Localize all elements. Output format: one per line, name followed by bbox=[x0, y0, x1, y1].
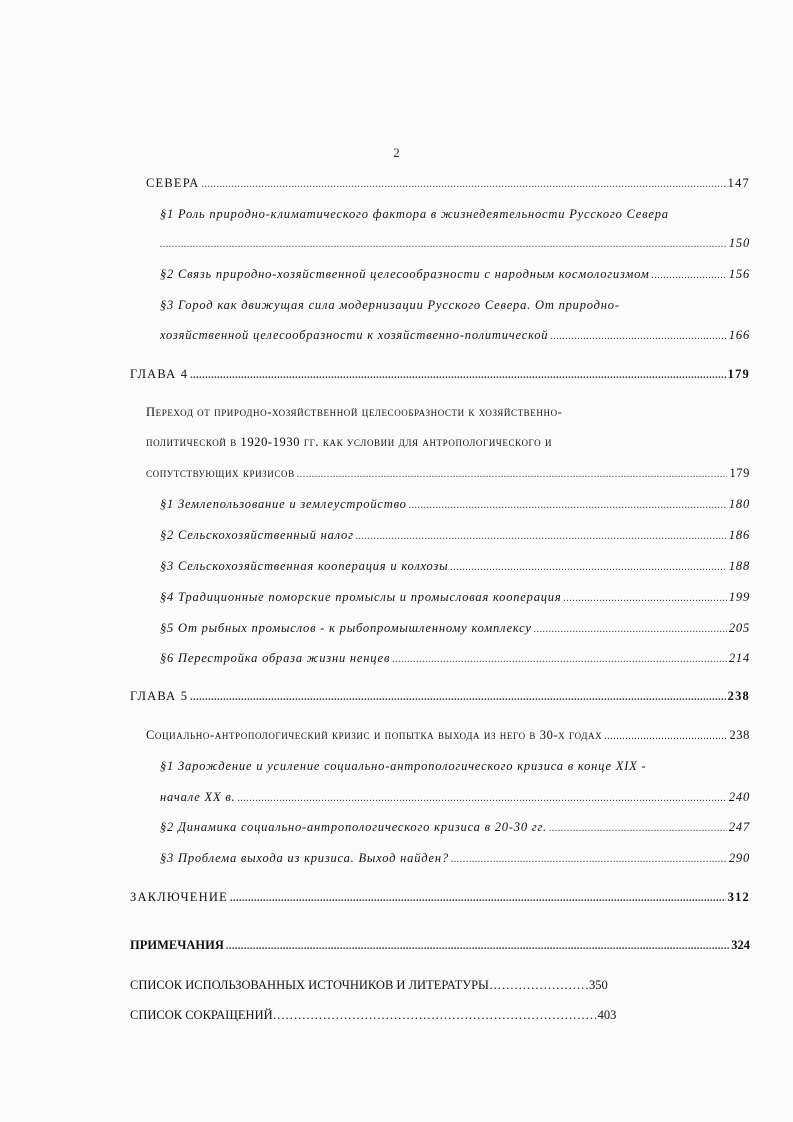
toc-abbreviations[interactable] bbox=[130, 1008, 616, 1023]
toc-page: 324 bbox=[731, 938, 750, 952]
toc-title: хозяйственной целесообразности к хозяйственно-политической bbox=[160, 328, 549, 342]
leader-dots bbox=[190, 370, 725, 381]
toc-ch4-heading-line3[interactable] bbox=[146, 466, 750, 481]
toc-page: 147 bbox=[727, 176, 750, 190]
toc-title: ПРИМЕЧАНИЯ bbox=[130, 938, 224, 952]
toc-page: 290 bbox=[728, 851, 750, 865]
leader-dots bbox=[604, 731, 727, 742]
toc-entry-ch5-s2[interactable] bbox=[160, 820, 750, 835]
toc-title: §2 Сельскохозяйственный налог bbox=[160, 528, 354, 542]
toc-entry-ch5-s3[interactable] bbox=[160, 851, 750, 866]
toc-page: 179 bbox=[727, 367, 750, 381]
toc-page: 240 bbox=[728, 790, 750, 804]
toc-entry-s1-line2[interactable] bbox=[160, 236, 750, 251]
toc-title: ЗАКЛЮЧЕНИЕ bbox=[130, 890, 228, 904]
toc-entry-ch4-s2[interactable] bbox=[160, 528, 750, 543]
leader-dots bbox=[230, 893, 726, 904]
toc-page: 247 bbox=[728, 820, 750, 834]
toc-page: 238 bbox=[727, 689, 750, 703]
toc-entry-s3-line1[interactable]: §3 Город как движущая сила модернизации Русского Севера. От природно- bbox=[160, 298, 620, 312]
toc-entry-s1-line1[interactable]: §1 Роль природно-климатического фактора в жизнедеятельности Русского Севера bbox=[160, 207, 669, 221]
toc-entry-ch4-s3[interactable] bbox=[160, 559, 750, 574]
leader-dots bbox=[550, 331, 727, 342]
toc-title: ГЛАВА 5 bbox=[130, 689, 189, 703]
toc-page: 179 bbox=[729, 466, 750, 480]
toc-title: §4 Традиционные поморские промыслы и промысловая кооперация bbox=[160, 590, 562, 604]
toc-page: 350 bbox=[588, 978, 608, 992]
leader-dots bbox=[160, 239, 727, 250]
toc-title: §6 Перестройка образа жизни ненцев bbox=[160, 651, 391, 665]
toc-title: §1 Землепользование и землеустройство bbox=[160, 497, 407, 511]
toc-entry-s2[interactable] bbox=[160, 267, 750, 282]
leader-dots bbox=[651, 270, 726, 281]
toc-page: 156 bbox=[728, 267, 750, 281]
toc-title: СПИСОК СОКРАЩЕНИЙ bbox=[130, 1008, 273, 1022]
toc-page: 186 bbox=[728, 528, 750, 542]
toc-conclusion[interactable] bbox=[130, 890, 750, 905]
toc-title: §2 Связь природно-хозяйственной целесообразности с народным космологизмом bbox=[160, 267, 650, 281]
leader-dots bbox=[202, 179, 726, 190]
toc-entry-ch4-s4[interactable] bbox=[160, 590, 750, 605]
toc-notes[interactable] bbox=[130, 938, 750, 953]
leader-dots bbox=[563, 593, 726, 604]
leader-dots bbox=[549, 823, 727, 834]
toc-ch4-heading-line1[interactable]: Переход от природно-хозяйственной целесообразности к хозяйственно- bbox=[146, 405, 563, 419]
toc-entry-s3-line2[interactable] bbox=[160, 328, 750, 343]
toc-entry-severa[interactable] bbox=[146, 176, 750, 191]
toc-title: §3 Проблема выхода из кризиса. Выход найден? bbox=[160, 851, 449, 865]
leader-dots bbox=[534, 624, 727, 635]
toc-page: 238 bbox=[729, 728, 750, 742]
toc-page: 403 bbox=[597, 1008, 617, 1022]
toc-ch4-heading-line2[interactable]: политической в 1920-1930 гг. как условии для антропологического и bbox=[146, 435, 553, 449]
toc-page: 166 bbox=[728, 328, 750, 342]
leader-dots bbox=[226, 941, 729, 952]
toc-page: 214 bbox=[728, 651, 750, 665]
leader-dots: …………………… bbox=[488, 978, 589, 992]
leader-dots bbox=[356, 531, 727, 542]
toc-title: Социально-антропологический кризис и попытка выхода из него в 30-х годах bbox=[146, 728, 603, 742]
toc-entry-ch5-s1-line2[interactable] bbox=[160, 790, 750, 805]
toc-title: СЕВЕРА bbox=[146, 176, 200, 190]
leader-dots bbox=[297, 469, 728, 480]
toc-page: 205 bbox=[728, 621, 750, 635]
toc-title: §3 Сельскохозяйственная кооперация и колхозы bbox=[160, 559, 449, 573]
leader-dots: …………………………………………………………………… bbox=[272, 1008, 598, 1022]
toc-page: 180 bbox=[728, 497, 750, 511]
toc-title: сопутствующих кризисов bbox=[146, 466, 295, 480]
toc-page: 150 bbox=[728, 236, 750, 250]
toc-title: §5 От рыбных промыслов - к рыбопромышленному комплексу bbox=[160, 621, 532, 635]
page-number: 2 bbox=[393, 145, 400, 160]
toc-title: СПИСОК ИСПОЛЬЗОВАННЫХ ИСТОЧНИКОВ И ЛИТЕРАТУРЫ bbox=[130, 978, 489, 992]
leader-dots bbox=[451, 854, 727, 865]
toc-entry-ch4-s6[interactable] bbox=[160, 651, 750, 666]
toc-title: ГЛАВА 4 bbox=[130, 367, 189, 381]
toc-chapter-5[interactable] bbox=[130, 689, 750, 704]
toc-title: начале XX в. bbox=[160, 790, 236, 804]
leader-dots bbox=[392, 654, 727, 665]
toc-page: 312 bbox=[727, 890, 750, 904]
toc-entry-ch5-s1-line1[interactable]: §1 Зарождение и усиление социально-антропологического кризиса в конце XIX - bbox=[160, 759, 647, 773]
toc-ch5-heading[interactable] bbox=[146, 728, 750, 743]
leader-dots bbox=[190, 692, 725, 703]
leader-dots bbox=[450, 562, 727, 573]
toc-entry-ch4-s5[interactable] bbox=[160, 621, 750, 636]
toc-title: §2 Динамика социально-антропологического кризиса в 20-30 гг. bbox=[160, 820, 547, 834]
leader-dots bbox=[409, 500, 727, 511]
toc-sources[interactable] bbox=[130, 978, 608, 993]
toc-entry-ch4-s1[interactable] bbox=[160, 497, 750, 512]
toc-page: 188 bbox=[728, 559, 750, 573]
leader-dots bbox=[237, 793, 726, 804]
toc-page: 199 bbox=[728, 590, 750, 604]
toc-chapter-4[interactable] bbox=[130, 367, 750, 382]
